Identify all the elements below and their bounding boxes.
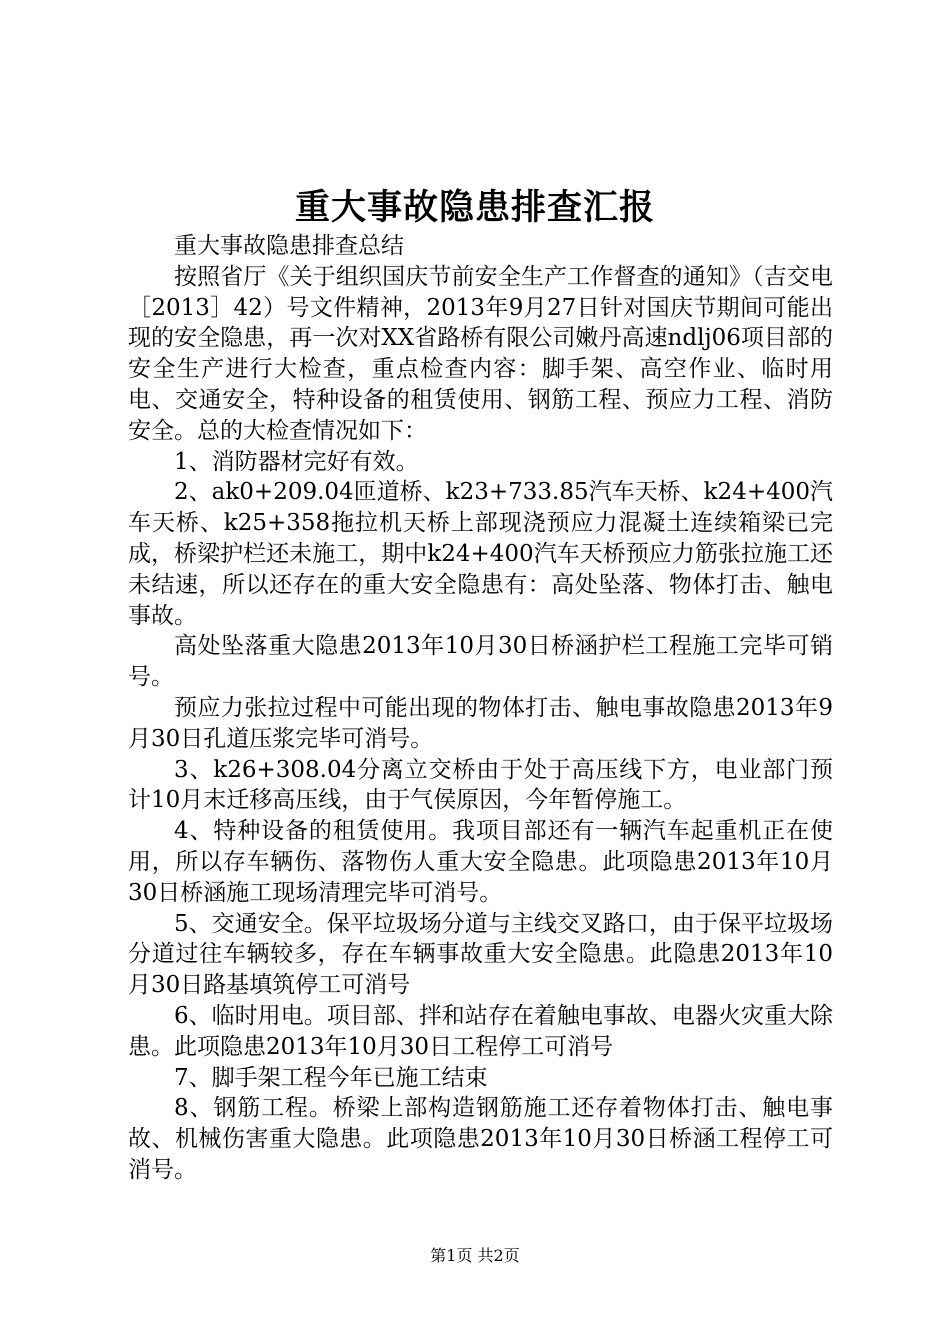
paragraph-item-5: 5、交通安全。保平垃圾场分道与主线交叉路口，由于保平垃圾场分道过往车辆较多，存在车辆事故重大安全隐患。此隐患2013年10月30日路基填筑停工可消号 bbox=[128, 910, 833, 999]
paragraph-item-2-note-a: 高处坠落重大隐患2013年10月30日桥涵护栏工程施工完毕可销号。 bbox=[128, 633, 833, 691]
document-title: 重大事故隐患排查汇报 bbox=[294, 187, 655, 228]
paragraph-intro: 按照省厅《关于组织国庆节前安全生产工作督查的通知》（吉交电［2013］42）号文件精神，2013年9月27日针对国庆节期间可能出现的安全隐患，再一次对XX省路桥有限公司嫩丹高速ndlj06项目部的安全生产进行大检查，重点检查内容：脚手架、高空作业、临时用电、交通安全，特种设备的租赁使用、钢筋工程、预应力工程、消防安全。总的大检查情况如下： bbox=[128, 263, 833, 444]
paragraph-subtitle: 重大事故隐患排查总结 bbox=[174, 233, 404, 259]
paragraph-item-8: 8、钢筋工程。桥梁上部构造钢筋施工还存着物体打击、触电事故、机械伤害重大隐患。此项隐患2013年10月30日桥涵工程停工可消号。 bbox=[128, 1095, 833, 1183]
paragraph-item-7: 7、脚手架工程今年已施工结束 bbox=[174, 1064, 488, 1091]
document-body bbox=[128, 231, 833, 1186]
paragraph-item-1: 1、消防器材完好有效。 bbox=[174, 448, 419, 475]
paragraph-item-2: 2、ak0+209.04匝道桥、k23+733.85汽车天桥、k24+400汽车天桥、k25+358拖拉机天桥上部现浇预应力混凝土连续箱梁已完成，桥梁护栏还未施工，期中k24+400汽车天桥预应力筋张拉施工还未结速，所以还存在的重大安全隐患有：高处坠落、物体打击、触电事故。 bbox=[128, 479, 833, 629]
paragraph-item-3: 3、k26+308.04分离立交桥由于处于高压线下方，电业部门预计10月末迁移高压线，由于气侯原因，今年暂停施工。 bbox=[128, 756, 833, 814]
paragraph-item-2-note-b: 预应力张拉过程中可能出现的物体打击、触电事故隐患2013年9月30日孔道压浆完毕可消号。 bbox=[128, 694, 833, 752]
page-number-footer: 第1页 共2页 bbox=[430, 1246, 520, 1265]
paragraph-item-6: 6、临时用电。项目部、拌和站存在着触电事故、电器火灾重大除患。此项隐患2013年10月30日工程停工可消号 bbox=[128, 1002, 833, 1060]
paragraph-item-4: 4、特种设备的租赁使用。我项目部还有一辆汽车起重机正在使用，所以存车辆伤、落物伤人重大安全隐患。此项隐患2013年10月30日桥涵施工现场清理完毕可消号。 bbox=[128, 818, 833, 906]
